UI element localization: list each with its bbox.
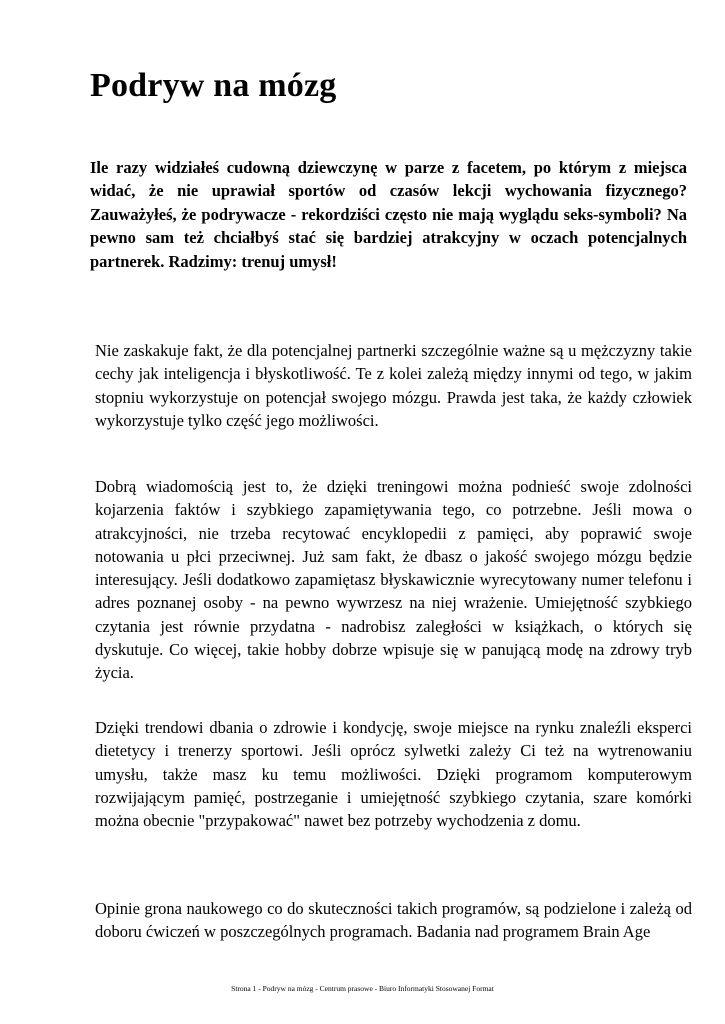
body-paragraph-3: Dzięki trendowi dbania o zdrowie i kondycję, swoje miejsce na rynku znaleźli eksperci dietetycy i trenerzy sportowi. Jeśli oprócz sylwetki zależy Ci też na wytrenowaniu umysłu, także masz ku temu możliwości. Dzięki programom komputerowym rozwijającym pamięć, postrzeganie i umiejętność szybkiego czytania, szare komórki można obecnie "przypakować" nawet bez potrzeby wychodzenia z domu. xyxy=(95,718,692,831)
body-paragraph-2: Dobrą wiadomością jest to, że dzięki treningowi można podnieść swoje zdolności kojarzenia faktów i szybkiego zapamiętywania tego, co potrzebne. Jeśli mowa o atrakcyjności, nie trzeba recytować encyklopedii z pamięci, aby poprawić swoje notowania u płci przeciwnej. Już sam fakt, że dbasz o jakość swojego mózgu będzie interesujący. Jeśli dodatkowo zapamiętasz błyskawicznie wyrecytowany numer telefonu i adres poznanej osoby - na pewno wywrzesz na niej wrażenie. Umiejętność szybkiego czytania jest równie przydatna - nadrobisz zaległości w książkach, o których się dyskutuje. Co więcej, takie hobby dobrze wpisuje się w panującą modę na zdrowy tryb życia. xyxy=(95,477,692,683)
page-title: Podryw na mózg xyxy=(90,67,337,104)
body-paragraph-1: Nie zaskakuje fakt, że dla potencjalnej partnerki szczególnie ważne są u mężczyzny takie cechy jak inteligencja i błyskotliwość. Te z kolei zależą między innymi od tego, w jakim stopniu wykorzystuje on potencjał swojego mózgu. Prawda jest taka, że każdy człowiek wykorzystuje tylko część jego możliwości. xyxy=(95,341,692,430)
page-footer: Strona 1 - Podryw na mózg - Centrum prasowe - Biuro Informatyki Stosowanej Format xyxy=(231,984,494,993)
body-paragraph-4: Opinie grona naukowego co do skuteczności takich programów, są podzielone i zależą od doboru ćwiczeń w poszczególnych programach. Badania nad programem Brain Age xyxy=(95,899,692,942)
document-page xyxy=(90,0,692,1024)
lead-paragraph: Ile razy widziałeś cudowną dziewczynę w parze z facetem, po którym z miejsca widać, że nie uprawiał sportów od czasów lekcji wychowania fizycznego? Zauważyłeś, że podrywacze - rekordziści często nie mają wyglądu seks-symboli? Na pewno sam też chciałbyś stać się bardziej atrakcyjny w oczach potencjalnych partnerek. Radzimy: trenuj umysł! xyxy=(90,158,687,271)
